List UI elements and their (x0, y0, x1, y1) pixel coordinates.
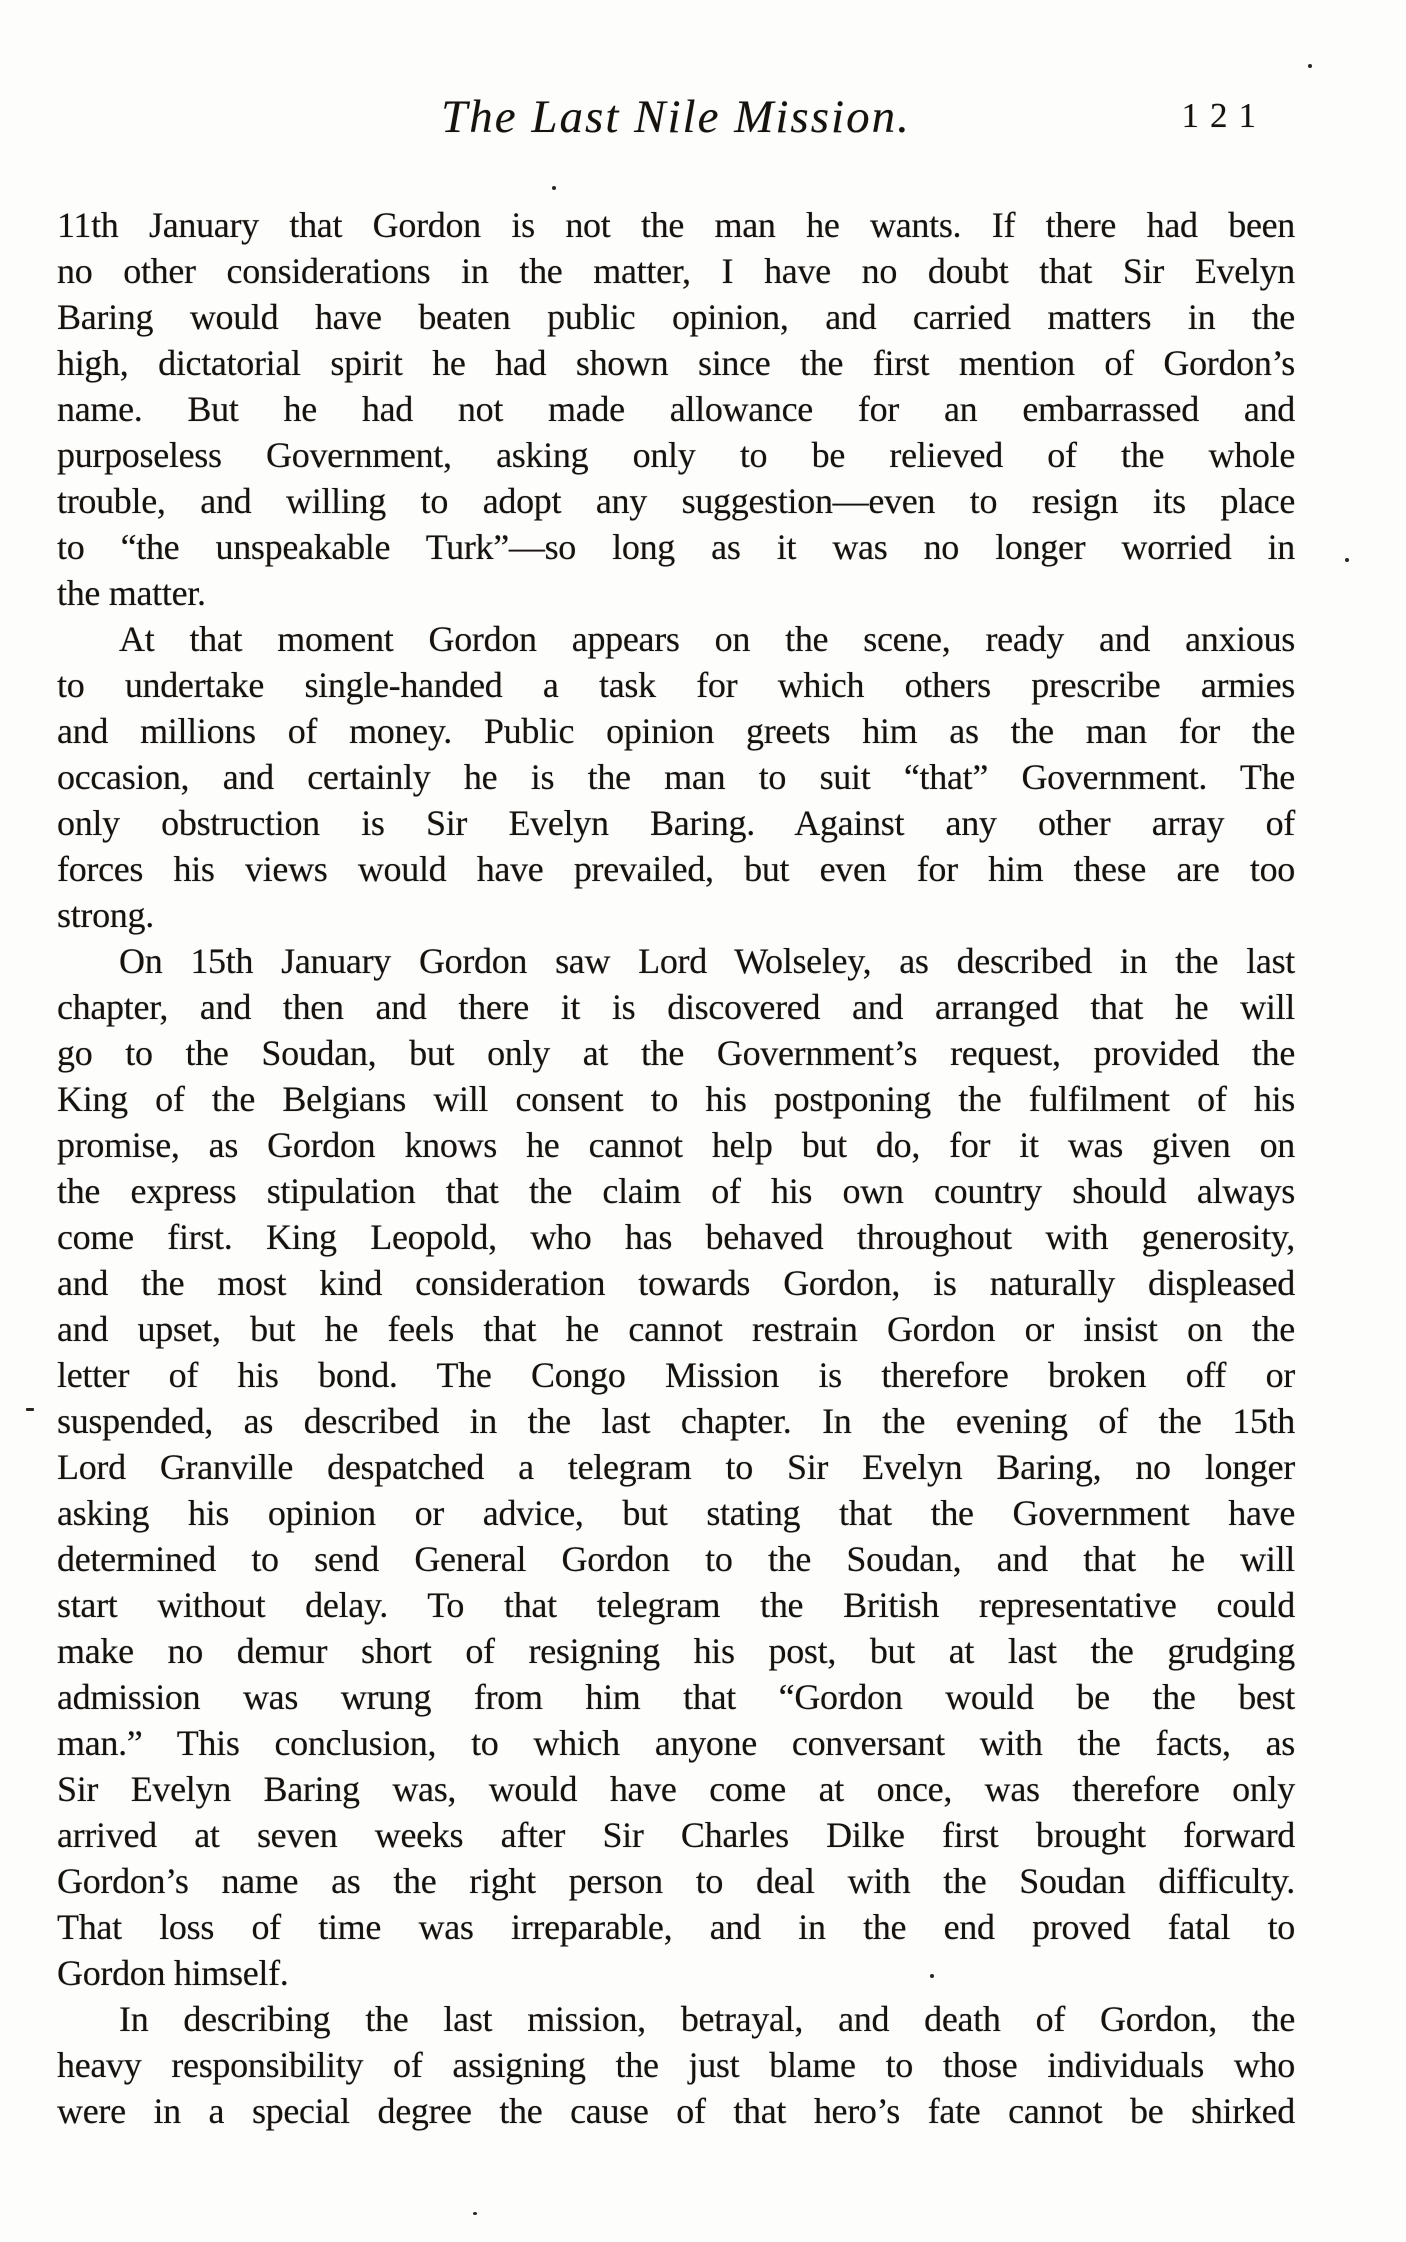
text-line: no other considerations in the matter, I have no doubt that Sir Evelyn (57, 251, 1295, 291)
text-line: man.” This conclusion, to which anyone conversant with the facts, as (57, 1723, 1295, 1763)
text-line: and upset, but he feels that he cannot restrain Gordon or insist on the (57, 1309, 1295, 1349)
text-line: purposeless Government, asking only to be relieved of the whole (57, 435, 1295, 475)
paragraph (57, 1996, 1295, 2134)
text-line: Lord Granville despatched a telegram to Sir Evelyn Baring, no longer (57, 1447, 1295, 1487)
text-line: to “the unspeakable Turk”—so long as it was no longer worried in (57, 527, 1295, 567)
text-line: name. But he had not made allowance for an embarrassed and (57, 389, 1295, 429)
scan-speck (1308, 64, 1312, 68)
text-line: asking his opinion or advice, but stating that the Government have (57, 1493, 1295, 1533)
scan-speck (26, 1408, 34, 1411)
text-line: heavy responsibility of assigning the just blame to those individuals who (57, 2045, 1295, 2085)
text-line: start without delay. To that telegram the British representative could (57, 1585, 1295, 1625)
text-line: were in a special degree the cause of that hero’s fate cannot be shirked (57, 2091, 1295, 2131)
scan-speck (1345, 558, 1349, 562)
text-line: admission was wrung from him that “Gordon would be the best (57, 1677, 1295, 1717)
text-line: strong. (57, 895, 154, 935)
text-line: That loss of time was irreparable, and in the end proved fatal to (57, 1907, 1295, 1947)
text-line: the matter. (57, 573, 206, 613)
scan-speck (552, 186, 556, 190)
paragraph (57, 938, 1295, 1996)
paragraph (57, 616, 1295, 938)
text-line: the express stipulation that the claim of his own country should always (57, 1171, 1295, 1211)
page-header (57, 86, 1295, 148)
text-line: letter of his bond. The Congo Mission is therefore broken off or (57, 1355, 1295, 1395)
text-line: arrived at seven weeks after Sir Charles Dilke first brought forward (57, 1815, 1295, 1855)
text-line: King of the Belgians will consent to his postponing the fulfilment of his (57, 1079, 1295, 1119)
text-line: high, dictatorial spirit he had shown since the first mention of Gordon’s (57, 343, 1295, 383)
text-line: promise, as Gordon knows he cannot help but do, for it was given on (57, 1125, 1295, 1165)
text-line: chapter, and then and there it is discovered and arranged that he will (57, 987, 1295, 1027)
text-line: On 15th January Gordon saw Lord Wolseley, as described in the last (119, 941, 1295, 981)
text-line: Gordon’s name as the right person to deal with the Soudan difficulty. (57, 1861, 1295, 1901)
running-title: The Last Nile Mission. (441, 91, 911, 143)
scan-speck (930, 1974, 934, 1978)
text-line: suspended, as described in the last chapter. In the evening of the 15th (57, 1401, 1295, 1441)
text-line: In describing the last mission, betrayal, and death of Gordon, the (119, 1999, 1295, 2039)
text-line: to undertake single-handed a task for which others prescribe armies (57, 665, 1295, 705)
text-line: At that moment Gordon appears on the scene, ready and anxious (119, 619, 1295, 659)
text-line: determined to send General Gordon to the Soudan, and that he will (57, 1539, 1295, 1579)
scan-speck (473, 2212, 477, 2215)
text-line: 11th January that Gordon is not the man he wants. If there had been (57, 205, 1295, 245)
text-line: only obstruction is Sir Evelyn Baring. Against any other array of (57, 803, 1295, 843)
text-line: and the most kind consideration towards Gordon, is naturally displeased (57, 1263, 1295, 1303)
text-line: go to the Soudan, but only at the Government’s request, provided the (57, 1033, 1295, 1073)
text-line: make no demur short of resigning his post, but at last the grudging (57, 1631, 1295, 1671)
text-line: Baring would have beaten public opinion, and carried matters in the (57, 297, 1295, 337)
text-line: and millions of money. Public opinion greets him as the man for the (57, 711, 1295, 751)
text-line: Gordon himself. (57, 1953, 289, 1993)
text-line: trouble, and willing to adopt any suggestion—even to resign its place (57, 481, 1295, 521)
text-line: forces his views would have prevailed, but even for him these are too (57, 849, 1295, 889)
page-number: 121 (1181, 96, 1267, 135)
page-body (57, 202, 1295, 2134)
paragraph (57, 202, 1295, 616)
text-line: occasion, and certainly he is the man to suit “that” Government. The (57, 757, 1295, 797)
text-line: come first. King Leopold, who has behaved throughout with generosity, (57, 1217, 1295, 1257)
text-line: Sir Evelyn Baring was, would have come at once, was therefore only (57, 1769, 1295, 1809)
